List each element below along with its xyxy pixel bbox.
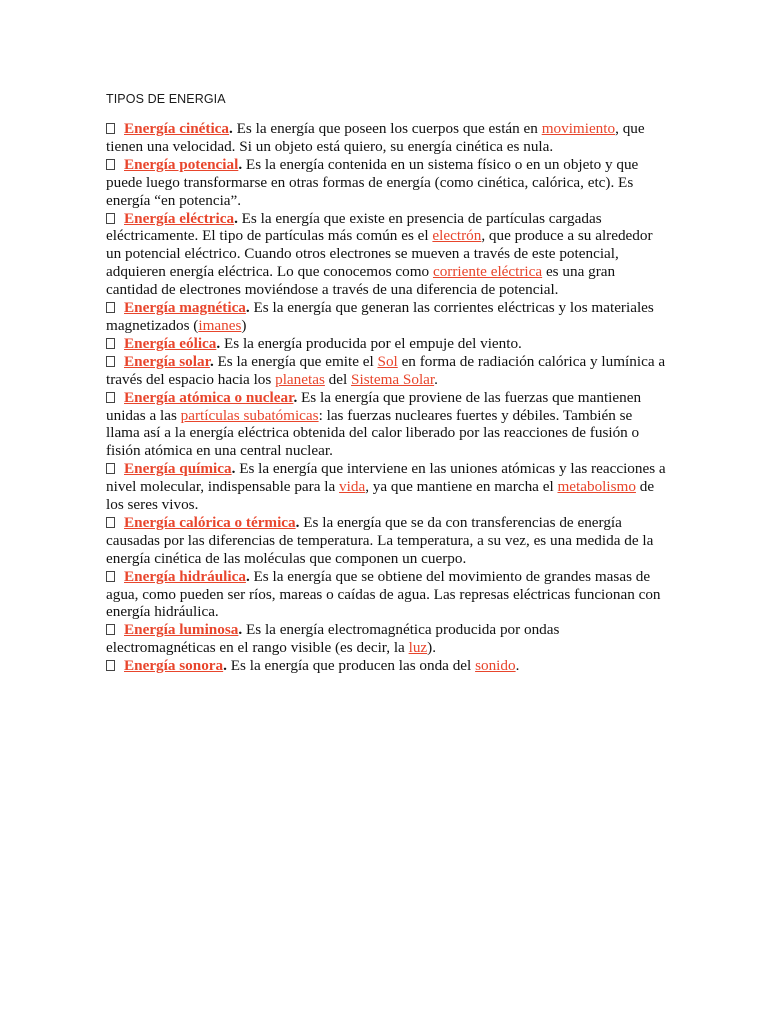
- inline-link[interactable]: planetas: [275, 370, 325, 388]
- document-title: TIPOS DE ENERGIA: [106, 92, 226, 106]
- checkbox-square-icon: [106, 624, 115, 635]
- checkbox-square-icon: [106, 356, 115, 367]
- list-item: [106, 514, 666, 568]
- body-text: Es la energía electromagnética producida por ondas electromagnéticas en el rango visible (es decir, la: [106, 621, 560, 657]
- energy-term-link[interactable]: Energía eléctrica: [124, 209, 235, 227]
- list-item: [106, 210, 666, 300]
- inline-link[interactable]: sonido: [475, 657, 516, 675]
- list-item: [106, 621, 666, 657]
- checkbox-square-icon: [106, 660, 115, 671]
- inline-link[interactable]: Sistema Solar: [351, 370, 435, 388]
- body-text: , que tienen una velocidad. Si un objeto está quiero, su energía cinética es nula.: [106, 120, 645, 155]
- list-item: [106, 389, 666, 461]
- body-text: .: [515, 657, 520, 675]
- energy-term-link[interactable]: Energía sonora: [124, 657, 224, 675]
- body-text: Es la energía contenida en un sistema físico o en un objeto y que puede luego transformarse en otras formas de energía (como cinética, calórica, etc). Es energía “en potencia”.: [106, 155, 639, 209]
- energy-term-link[interactable]: Energía potencial: [124, 155, 239, 173]
- energy-term-link[interactable]: Energía solar: [124, 352, 210, 370]
- body-text: Es la energía que proviene de las fuerzas que mantienen unidas a las: [106, 388, 642, 424]
- checkbox-square-icon: [106, 159, 115, 170]
- checkbox-square-icon: [106, 392, 115, 403]
- body-text: Es la energía que interviene en las uniones atómicas y las reacciones a nivel molecular, indispensable para la: [106, 460, 666, 496]
- bold-punctuation: .: [234, 209, 238, 227]
- bold-punctuation: .: [245, 567, 250, 585]
- body-text: Es la energía que se obtiene del movimiento de grandes masas de agua, como pueden ser ríos, mareas o caídas de agua. Las represas eléctricas funcionan con energía hidráulica.: [106, 567, 661, 621]
- body-text: Es la energía que poseen los cuerpos que están en: [232, 120, 542, 137]
- body-text: del: [324, 370, 352, 388]
- list-item: [106, 460, 666, 514]
- body-text: Es la energía que generan las corrientes eléctricas y los materiales magnetizados (: [106, 299, 654, 334]
- body-text: es una gran cantidad de electrones moviéndose a través de una diferencia de potencial.: [106, 263, 616, 299]
- inline-link[interactable]: electrón: [432, 227, 482, 245]
- bold-punctuation: .: [209, 352, 214, 370]
- checkbox-square-icon: [106, 463, 115, 474]
- list-item: [106, 657, 666, 675]
- checkbox-square-icon: [106, 338, 115, 349]
- energy-term-link[interactable]: Energía luminosa: [124, 621, 239, 639]
- body-text: , que produce a su alrededor un potencial eléctrico. Cuando otros electrones se mueven a través de este potencial, adquieren energía eléctrica. Lo que conocemos como: [106, 227, 653, 281]
- body-text: en forma de radiación calórica y lumínica a través del espacio hacia los: [106, 352, 666, 388]
- checkbox-square-icon: [106, 302, 115, 313]
- bold-punctuation: .: [295, 513, 300, 531]
- energy-term-link[interactable]: Energía cinética: [124, 120, 230, 137]
- body-text: .: [434, 370, 438, 388]
- list-item: [106, 568, 666, 622]
- body-text: ).: [427, 639, 437, 657]
- inline-link[interactable]: luz: [408, 639, 428, 657]
- inline-link[interactable]: vida: [339, 478, 366, 496]
- inline-link[interactable]: imanes: [198, 316, 242, 334]
- body-text: ): [241, 316, 247, 334]
- bold-punctuation: .: [238, 155, 243, 173]
- bold-punctuation: .: [231, 460, 236, 478]
- energy-term-link[interactable]: Energía magnética: [124, 299, 246, 317]
- inline-link[interactable]: movimiento: [541, 120, 616, 137]
- checkbox-square-icon: [106, 517, 115, 528]
- list-item: [106, 335, 666, 353]
- inline-link[interactable]: Sol: [377, 352, 398, 370]
- energy-types-list: [106, 120, 666, 675]
- bold-punctuation: .: [238, 621, 243, 639]
- body-text: Es la energía que producen las onda del: [226, 657, 476, 675]
- inline-link[interactable]: metabolismo: [557, 478, 636, 496]
- energy-term-link[interactable]: Energía eólica: [124, 334, 217, 352]
- bold-punctuation: .: [293, 388, 298, 406]
- body-text: : las fuerzas nucleares fuertes y débiles. También se llama así a la energía eléctrica obtenida del calor liberado por las reacciones de fusión o fisión atómica en una central nuclear.: [106, 406, 640, 460]
- list-item: [106, 120, 666, 156]
- body-text: Es la energía producida por el empuje del viento.: [220, 334, 522, 352]
- energy-term-link[interactable]: Energía hidráulica: [124, 567, 246, 585]
- bold-punctuation: .: [245, 299, 250, 317]
- body-text: de los seres vivos.: [106, 478, 655, 514]
- checkbox-square-icon: [106, 213, 115, 224]
- list-item: [106, 299, 666, 335]
- bold-punctuation: .: [216, 334, 221, 352]
- body-text: Es la energía que existe en presencia de partículas cargadas eléctricamente. El tipo de partículas más común es el: [106, 209, 602, 245]
- body-text: , ya que mantiene en marcha el: [365, 478, 558, 496]
- energy-term-link[interactable]: Energía calórica o térmica: [124, 513, 296, 531]
- bold-punctuation: .: [229, 120, 233, 137]
- checkbox-square-icon: [106, 123, 115, 134]
- energy-term-link[interactable]: Energía química: [124, 460, 232, 478]
- bold-punctuation: .: [223, 657, 227, 675]
- inline-link[interactable]: corriente eléctrica: [432, 263, 543, 281]
- list-item: [106, 156, 666, 210]
- inline-link[interactable]: partículas subatómicas: [180, 406, 319, 424]
- list-item: [106, 353, 666, 389]
- checkbox-square-icon: [106, 571, 115, 582]
- body-text: Es la energía que se da con transferencias de energía causadas por las diferencias de temperatura. La temperatura, a su vez, es una medida de la energía cinética de las moléculas que componen un cuerpo.: [106, 513, 654, 567]
- energy-term-link[interactable]: Energía atómica o nuclear: [124, 388, 294, 406]
- body-text: Es la energía que emite el: [213, 352, 378, 370]
